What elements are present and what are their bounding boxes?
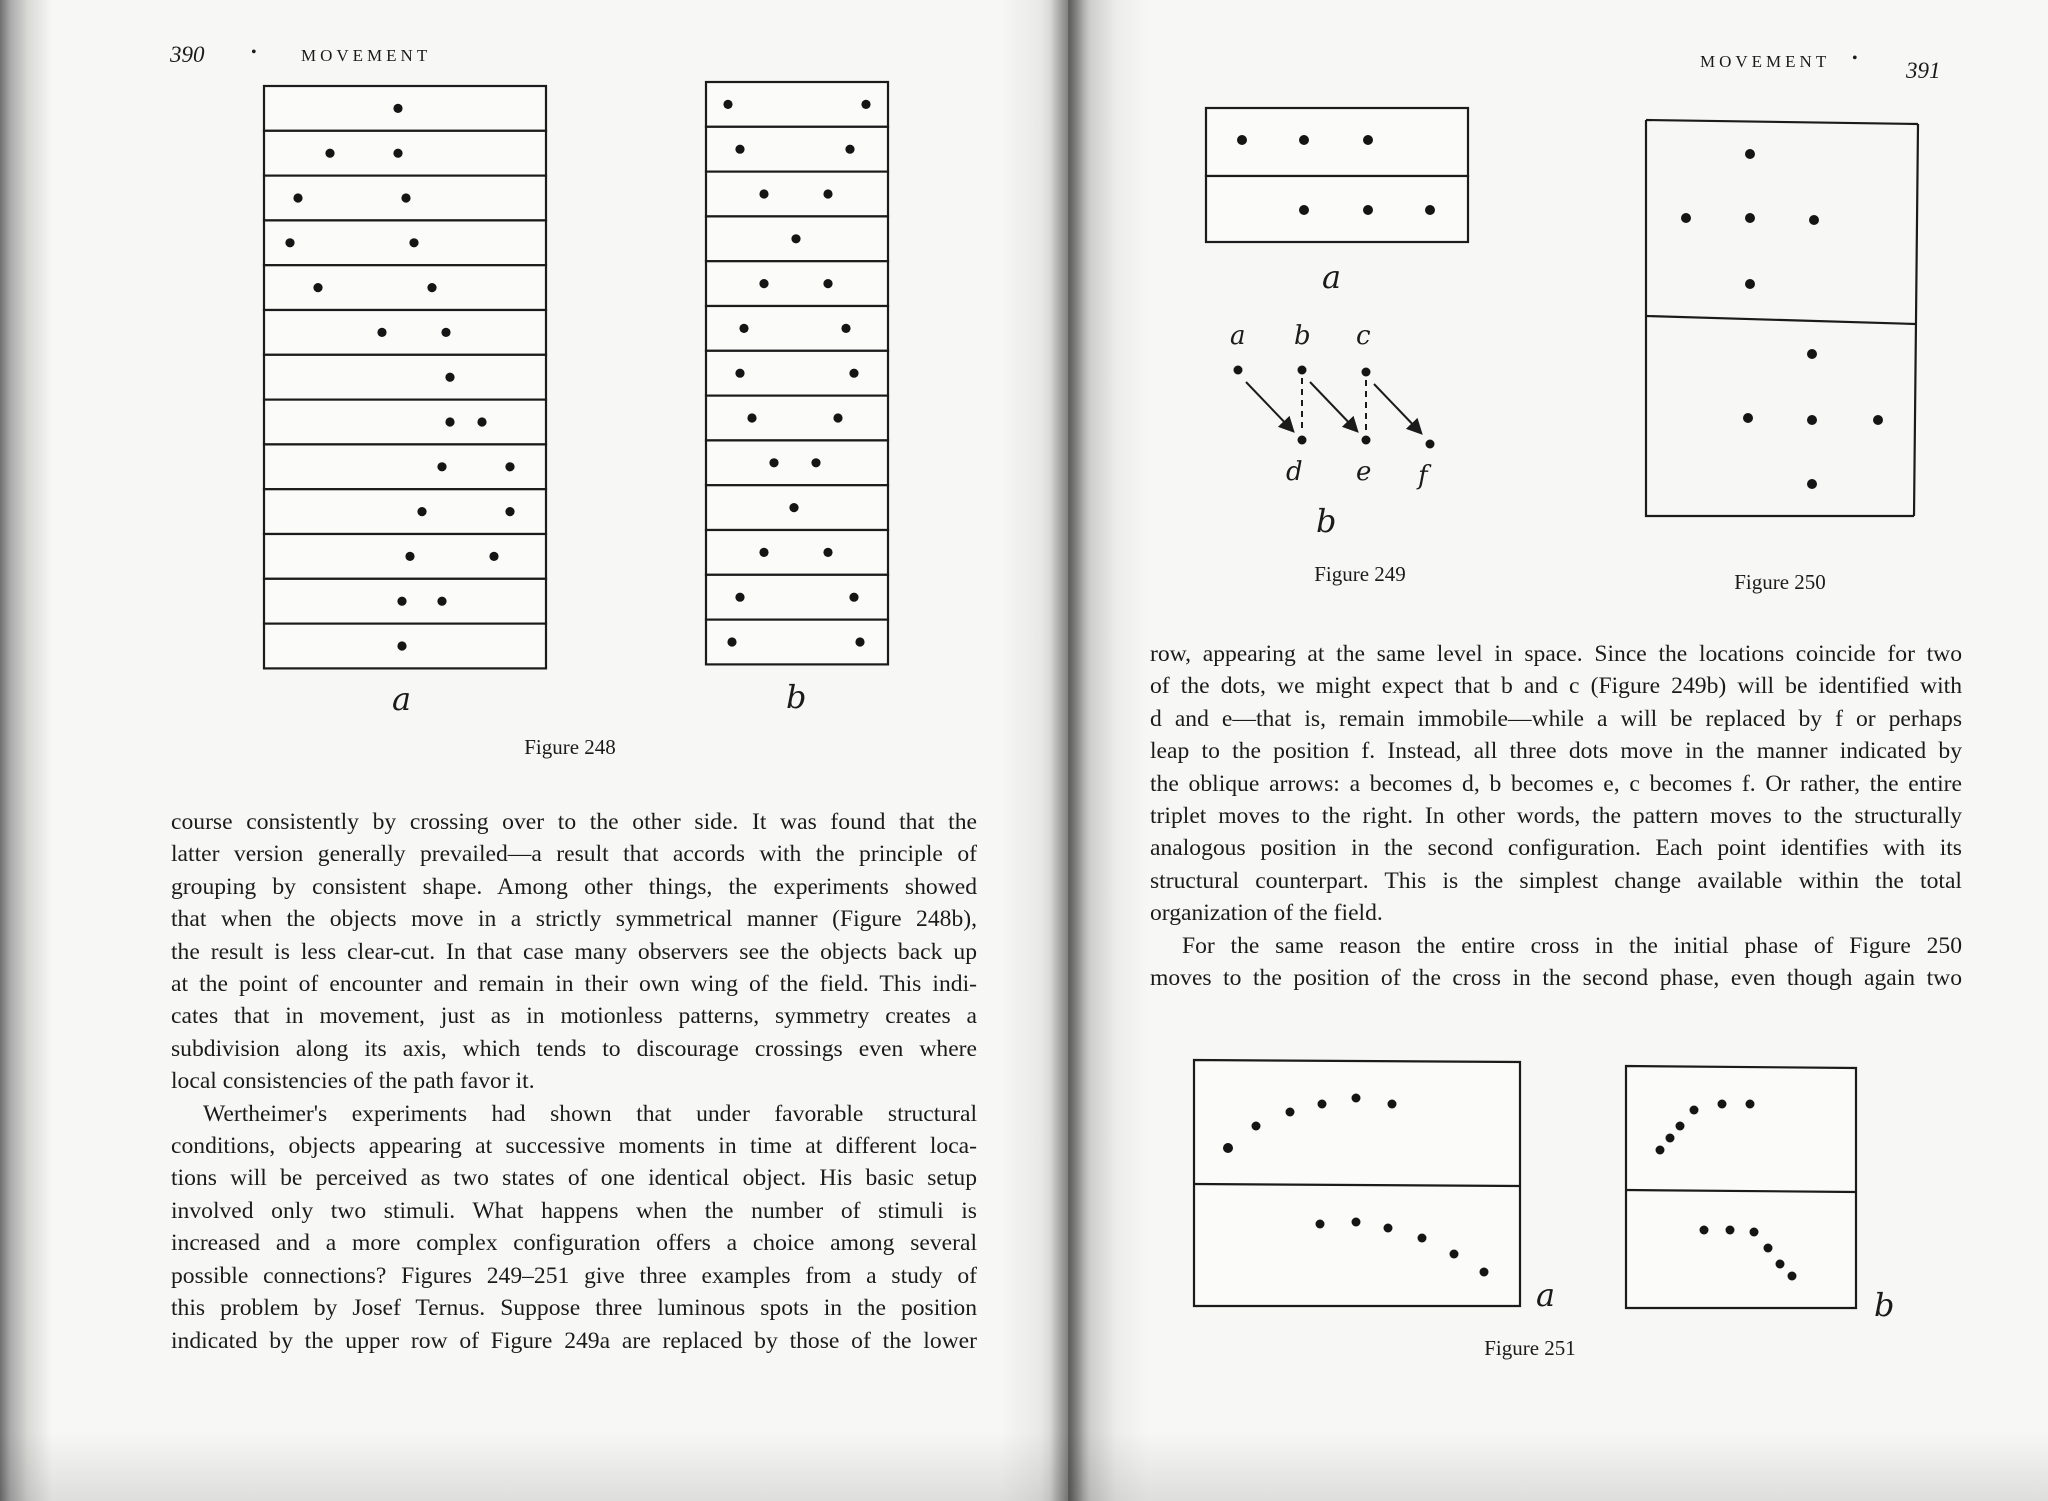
dot-label-a: a: [1230, 321, 1246, 351]
stimulus-dot: [823, 189, 832, 198]
stimulus-dot: [505, 462, 514, 471]
page-number-right: 391: [1906, 58, 1941, 83]
dot-label-b: b: [1294, 321, 1311, 351]
frame-strip: [706, 396, 888, 441]
stimulus-dot: [489, 552, 498, 561]
figure-248b: [704, 80, 894, 670]
stimulus-dot: [849, 593, 858, 602]
running-head-right: MOVEMENT: [1700, 52, 1831, 71]
frame-strip: [706, 440, 888, 485]
running-head-left: MOVEMENT: [301, 46, 432, 65]
text-line: triplet moves to the right. In other words, the pattern moves to the structurally: [1150, 803, 1962, 830]
text-line: increased and a more complex configuration offers a choice among several: [171, 1230, 977, 1257]
frame-strip: [264, 534, 546, 579]
figure-248-caption: Figure 248: [524, 735, 616, 759]
text-line: Wertheimer's experiments had shown that under favorable structural: [203, 1100, 977, 1127]
frame-strip: [706, 530, 888, 575]
stimulus-dot: [397, 641, 406, 650]
stimulus-dot: [377, 328, 386, 337]
stimulus-dot: [849, 369, 858, 378]
frame-strip: [706, 261, 888, 306]
stimulus-dot: [735, 145, 744, 154]
text-line: leap to the position f. Instead, all three dots move in the manner indicated by: [1150, 738, 1962, 765]
frame-strip: [706, 306, 888, 351]
text-line: course consistently by crossing over to the other side. It was found that the: [171, 809, 977, 835]
stimulus-dot: [759, 279, 768, 288]
stimulus-dot: [441, 328, 450, 337]
figure-251-label-a: a: [1536, 1276, 1556, 1314]
figure-251a: [1192, 1058, 1522, 1308]
figure-248-label-a: a: [392, 680, 412, 718]
frame-strip: [264, 220, 546, 265]
text-line: organization of the field.: [1150, 900, 1383, 927]
frame-strip: [706, 127, 888, 172]
stimulus-dot: [325, 149, 334, 158]
page-number-left: 390: [170, 42, 205, 67]
stimulus-dot: [791, 234, 800, 243]
gutter-shadow: [1050, 0, 1090, 1501]
frame-strip: [706, 172, 888, 217]
stimulus-dot: [445, 417, 454, 426]
figure-249b: [1222, 320, 1428, 491]
stimulus-dot: [397, 597, 406, 606]
text-line: d and e—that is, remain immobile—while a will be replaced by f or perhaps: [1150, 705, 1962, 732]
dot-label-f: f: [1418, 461, 1428, 491]
dot-label-c: c: [1356, 321, 1371, 351]
text-line: the oblique arrows: a becomes d, b becomes e, c becomes f. Or rather, the entire: [1150, 770, 1962, 797]
stimulus-dot: [405, 552, 414, 561]
stimulus-dot: [811, 458, 820, 467]
figure-248-label-b: b: [786, 678, 807, 716]
stimulus-dot: [759, 189, 768, 198]
text-line: the result is less clear-cut. In that case many observers see the objects back up: [171, 938, 977, 965]
stimulus-dot: [747, 413, 756, 422]
header-bullet-right: •: [1852, 50, 1858, 67]
figure-249-label-b: b: [1316, 502, 1337, 540]
figure-249a: [1204, 104, 1474, 248]
text-line: tions will be perceived as two states of one identical object. His basic setup: [171, 1165, 977, 1192]
figure-249-label-a: a: [1322, 258, 1342, 296]
figure-250-caption: Figure 250: [1734, 570, 1826, 594]
frame-strip: [264, 131, 546, 176]
figure-251b: [1624, 1064, 1860, 1314]
text-line: indicated by the upper row of Figure 249a are replaced by those of the lower: [171, 1327, 977, 1354]
stimulus-dot: [823, 548, 832, 557]
text-line: For the same reason the entire cross in the initial phase of Figure 250: [1182, 932, 1962, 959]
frame-strip: [264, 355, 546, 400]
text-line: analogous position in the second configuration. Each point identifies with its: [1150, 835, 1962, 862]
text-line: of the dots, we might expect that b and c (Figure 249b) will be identified with: [1150, 673, 1962, 700]
stimulus-dot: [845, 145, 854, 154]
stimulus-dot: [445, 373, 454, 382]
text-line: moves to the position of the cross in the second phase, even though again two: [1150, 965, 1962, 992]
text-line: cates that in movement, just as in motionless patterns, symmetry creates a: [171, 1003, 977, 1030]
text-line: local consistencies of the path favor it.: [171, 1068, 535, 1095]
stimulus-dot: [723, 100, 732, 109]
figure-251-caption: Figure 251: [1484, 1336, 1576, 1360]
figure-251-label-b: b: [1874, 1286, 1895, 1324]
text-line: this problem by Josef Ternus. Suppose three luminous spots in the position: [171, 1295, 977, 1322]
stimulus-dot: [393, 104, 402, 113]
text-line: conditions, objects appearing at successive moments in time at different loca-: [171, 1133, 977, 1160]
text-line: structural counterpart. This is the simplest change available within the total: [1150, 867, 1962, 894]
text-line: involved only two stimuli. What happens when the number of stimuli is: [171, 1197, 977, 1224]
stimulus-dot: [313, 283, 322, 292]
frame-strip: [706, 82, 888, 127]
stimulus-dot: [505, 507, 514, 516]
frame-strip: [706, 351, 888, 396]
stimulus-dot: [427, 283, 436, 292]
text-line: grouping by consistent shape. Among other things, the experiments showed: [171, 873, 977, 900]
text-line: possible connections? Figures 249–251 give three examples from a study of: [171, 1262, 977, 1289]
frame-strip: [264, 86, 546, 131]
body-text-left: [171, 806, 977, 1357]
text-line: row, appearing at the same level in space. Since the locations coincide for two: [1150, 641, 1962, 667]
figure-248a: [262, 84, 552, 674]
frame-strip: [706, 575, 888, 620]
stimulus-dot: [789, 503, 798, 512]
stimulus-dot: [417, 507, 426, 516]
text-line: latter version generally prevailed—a result that accords with the principle of: [171, 841, 977, 868]
stimulus-dot: [401, 193, 410, 202]
stimulus-dot: [477, 417, 486, 426]
stimulus-dot: [393, 149, 402, 158]
stimulus-dot: [759, 548, 768, 557]
frame-strip: [264, 265, 546, 310]
frame-strip: [264, 400, 546, 445]
stimulus-dot: [727, 637, 736, 646]
stimulus-dot: [437, 597, 446, 606]
dot-label-e: e: [1356, 457, 1372, 487]
stimulus-dot: [769, 458, 778, 467]
bottom-shadow: [0, 1431, 2048, 1501]
stimulus-dot: [409, 238, 418, 247]
text-line: at the point of encounter and remain in their own wing of the field. This indi-: [171, 971, 977, 998]
figure-250: [1644, 114, 1864, 524]
stimulus-dot: [735, 593, 744, 602]
body-text-right: [1150, 638, 1962, 994]
stimulus-dot: [735, 369, 744, 378]
stimulus-dot: [293, 193, 302, 202]
stimulus-dot: [437, 462, 446, 471]
stimulus-dot: [861, 100, 870, 109]
stimulus-dot: [823, 279, 832, 288]
frame-strip: [264, 444, 546, 489]
header-bullet-left: •: [251, 44, 257, 61]
stimulus-dot: [739, 324, 748, 333]
stimulus-dot: [841, 324, 850, 333]
text-line: that when the objects move in a strictly symmetrical manner (Figure 248b),: [171, 906, 977, 933]
stimulus-dot: [855, 637, 864, 646]
dot-label-d: d: [1286, 457, 1303, 487]
figure-249-caption: Figure 249: [1314, 562, 1406, 586]
text-line: subdivision along its axis, which tends to discourage crossings even where: [171, 1035, 977, 1062]
frame-strip: [264, 310, 546, 355]
stimulus-dot: [285, 238, 294, 247]
stimulus-dot: [833, 413, 842, 422]
frame-strip: [264, 489, 546, 534]
